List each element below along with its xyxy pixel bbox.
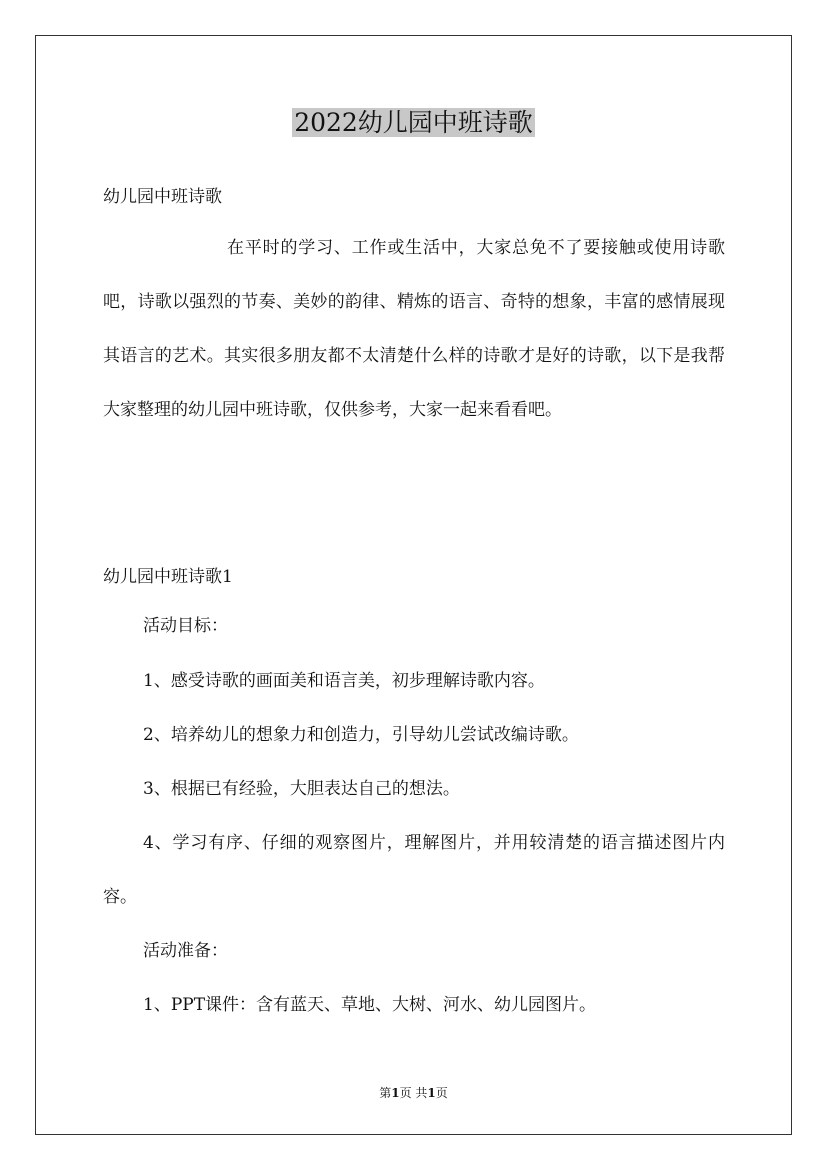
document-subtitle: 幼儿园中班诗歌 xyxy=(103,187,222,207)
footer-prefix: 第 xyxy=(379,1086,392,1100)
footer-page-number: 1 xyxy=(391,1086,400,1100)
footer-mid: 页 共 xyxy=(399,1086,428,1100)
prep-label: 活动准备： xyxy=(143,941,228,961)
goal-item: 4、学习有序、仔细的观察图片，理解图片，并用较清楚的语言描述图片内容。 xyxy=(103,833,725,907)
footer-suffix: 页 xyxy=(435,1086,448,1100)
prep-item: 1、PPT课件：含有蓝天、草地、大树、河水、幼儿园图片。 xyxy=(143,995,597,1015)
goal-item: 3、根据已有经验，大胆表达自己的想法。 xyxy=(143,779,460,799)
document-title: 2022幼儿园中班诗歌 xyxy=(294,108,533,137)
footer-page-total: 1 xyxy=(427,1086,436,1100)
goal-item: 1、感受诗歌的画面美和语言美，初步理解诗歌内容。 xyxy=(143,671,545,691)
page-footer xyxy=(0,1084,827,1101)
section-heading: 幼儿园中班诗歌1 xyxy=(103,567,233,587)
goal-item: 2、培养幼儿的想象力和创造力，引导幼儿尝试改编诗歌。 xyxy=(143,725,579,745)
goals-label: 活动目标： xyxy=(143,616,228,636)
intro-paragraph: 在平时的学习、工作或生活中，大家总免不了要接触或使用诗歌吧，诗歌以强烈的节奏、美妙的韵律、精炼的语言、奇特的想象，丰富的感情展现其语言的艺术。其实很多朋友都不太清楚什么样的诗歌才是好的诗歌，以下是我帮大家整理的幼儿园中班诗歌，仅供参考，大家一起来看看吧。 xyxy=(103,238,725,420)
